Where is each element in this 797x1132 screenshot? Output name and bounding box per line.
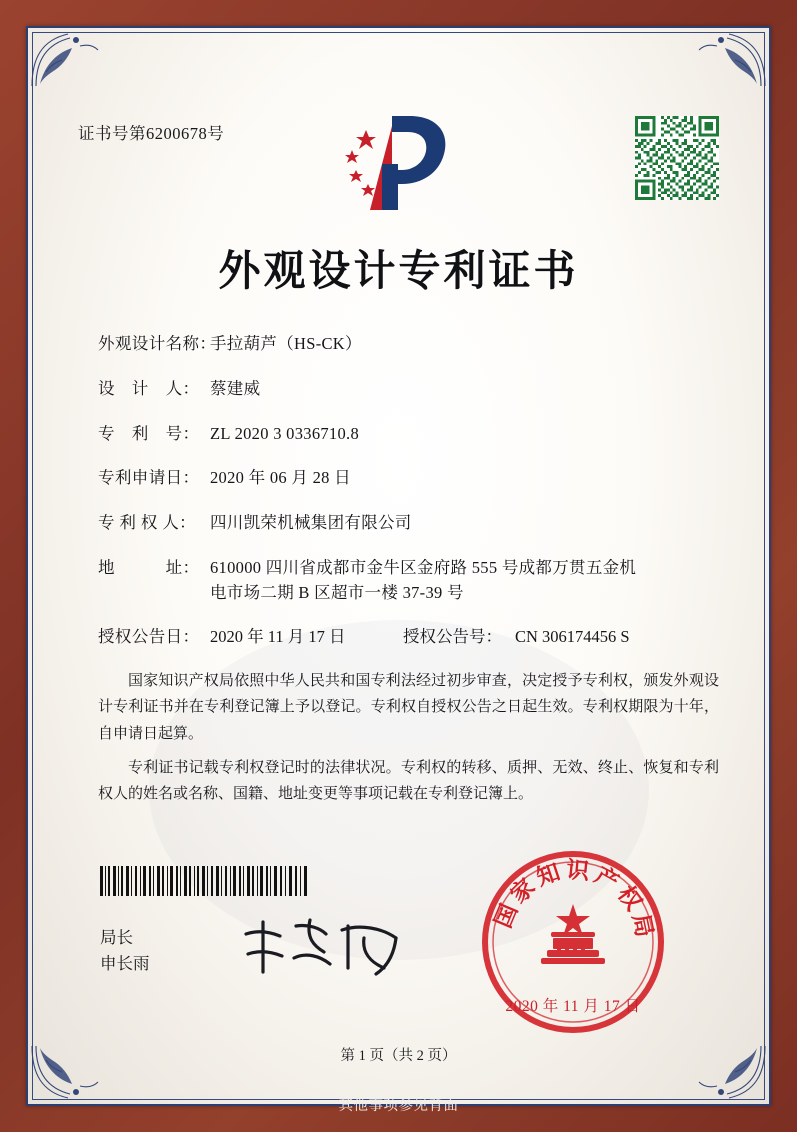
- field-label: 地 址：: [98, 557, 200, 577]
- address-line-1: 610000 四川省成都市金牛区金府路 555 号成都万贯五金机: [210, 557, 637, 577]
- grant-date-label: 授权公告日：: [98, 627, 200, 647]
- field-application-date: [98, 466, 727, 491]
- grant-number-label: 授权公告号：: [403, 627, 502, 647]
- footnote: 其他事项参见背面: [338, 1098, 459, 1114]
- svg-text:国家知识产权局: 国家知识产权局: [489, 856, 659, 944]
- corner-ornament-icon: [28, 28, 102, 90]
- field-value: 手拉葫芦（HS-CK）: [210, 334, 362, 353]
- corner-ornament-icon: [695, 28, 769, 90]
- legal-paragraph-1: 国家知识产权局依照中华人民共和国专利法经过初步审查，决定授予专利权，颁发外观设计专利证书并在专利登记簿上予以登记。专利权自授权公告之日起生效。专利权期限为十年，自申请日起算。: [98, 673, 719, 742]
- field-patentee: [98, 511, 727, 536]
- field-label: 设 计 人：: [98, 378, 200, 398]
- field-grant-row: [98, 625, 727, 650]
- grant-number-value: CN 306174456 S: [515, 627, 630, 647]
- field-designer: [98, 377, 727, 402]
- page-number: 第 1 页（共 2 页）: [340, 1048, 457, 1064]
- field-label: 专 利 权 人：: [98, 513, 197, 532]
- signature-block: [100, 925, 150, 976]
- director-name: 申长雨: [100, 953, 150, 973]
- field-label: 外观设计名称：: [98, 334, 217, 353]
- field-list: [98, 332, 727, 670]
- seal-date: 2020 年 11 月 17 日: [505, 998, 641, 1015]
- grant-date-value: 2020 年 11 月 17 日: [210, 627, 346, 647]
- field-value: [210, 556, 727, 606]
- field-value: 蔡建威: [210, 378, 261, 398]
- field-design-name: [98, 332, 727, 357]
- barcode: [100, 866, 312, 896]
- legal-text: [98, 668, 719, 815]
- cnipa-logo-icon: [340, 110, 460, 215]
- field-address: [98, 556, 727, 606]
- qr-code: [635, 116, 719, 200]
- legal-paragraph-2: 专利证书记载专利权登记时的法律状况。专利权的转移、质押、无效、终止、恢复和专利权人的姓名或名称、国籍、地址变更等事项记载在专利登记簿上。: [98, 759, 719, 802]
- handwritten-signature: [236, 912, 416, 982]
- field-value: 2020 年 06 月 28 日: [210, 468, 351, 488]
- field-label: 专利申请日：: [98, 468, 200, 488]
- field-patent-number: [98, 422, 727, 447]
- certificate-number: 证书号第6200678号: [78, 124, 225, 143]
- address-line-2: 电市场二期 B 区超市一楼 37-39 号: [210, 582, 464, 602]
- field-value: ZL 2020 3 0336710.8: [210, 423, 359, 443]
- page-title: 外观设计专利证书: [218, 246, 579, 295]
- field-label: 专 利 号：: [98, 423, 200, 443]
- office-label: 局长: [100, 928, 133, 947]
- field-value: 四川凯荣机械集团有限公司: [210, 513, 412, 532]
